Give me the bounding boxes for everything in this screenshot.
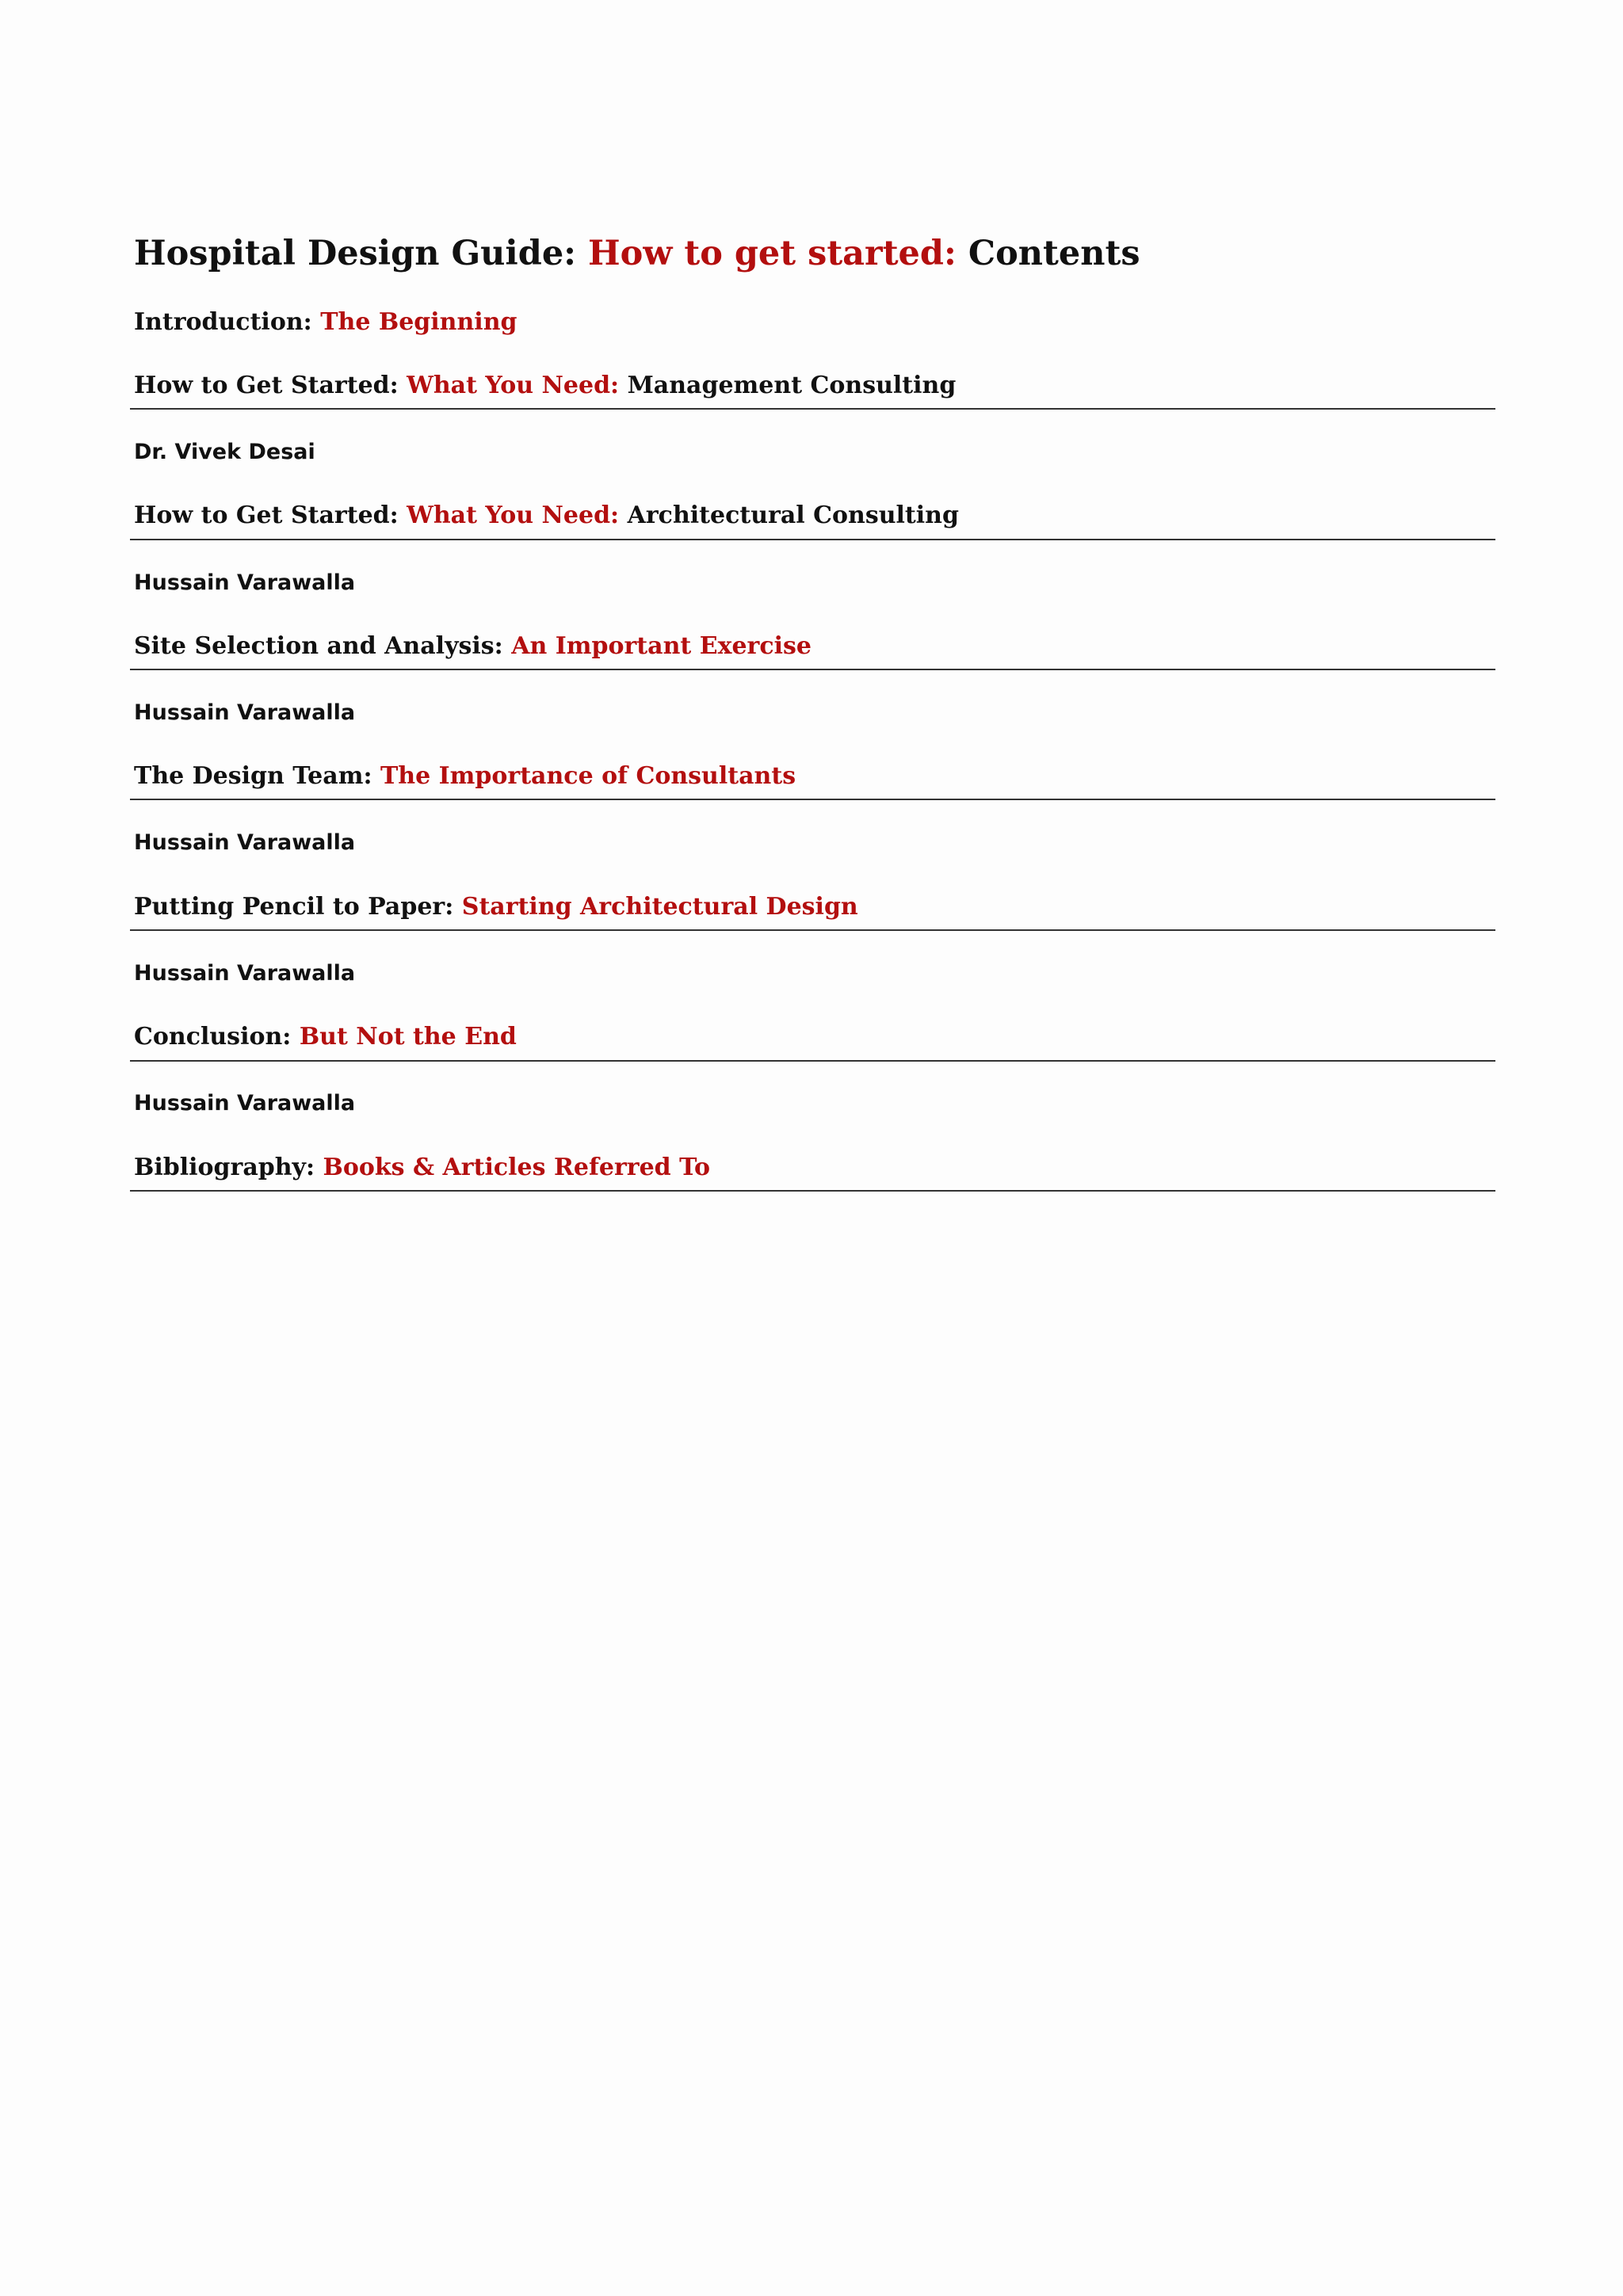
entry-label: Introduction: bbox=[134, 308, 312, 336]
entry-divider bbox=[130, 408, 1495, 410]
entry-divider bbox=[130, 669, 1495, 670]
entry-label: The Design Team: bbox=[134, 762, 372, 790]
entry-label: Conclusion: bbox=[134, 1023, 292, 1051]
entry-highlight: An Important Exercise bbox=[511, 632, 812, 660]
entry-author: Dr. Vivek Desai bbox=[134, 440, 315, 464]
entry-label: Bibliography: bbox=[134, 1154, 315, 1181]
entry-divider bbox=[130, 1060, 1495, 1062]
entry-divider bbox=[130, 799, 1495, 800]
entry-label: Site Selection and Analysis: bbox=[134, 632, 503, 660]
toc-entry-architectural-consulting bbox=[134, 498, 959, 534]
toc-entry-site-selection bbox=[134, 628, 812, 665]
entry-label: How to Get Started: bbox=[134, 372, 399, 399]
toc-entry-pencil-to-paper bbox=[134, 889, 858, 925]
entry-suffix: Management Consulting bbox=[627, 372, 957, 399]
entry-author: Hussain Varawalla bbox=[134, 570, 356, 595]
entry-divider bbox=[130, 929, 1495, 931]
toc-entry-conclusion bbox=[134, 1019, 517, 1055]
entry-highlight: But Not the End bbox=[299, 1023, 517, 1051]
entry-highlight: The Importance of Consultants bbox=[380, 762, 796, 790]
entry-highlight: What You Need: bbox=[407, 502, 620, 529]
title-part-guide: Hospital Design Guide: bbox=[134, 234, 577, 273]
entry-label: How to Get Started: bbox=[134, 502, 399, 529]
entry-author: Hussain Varawalla bbox=[134, 700, 356, 725]
toc-entry-management-consulting bbox=[134, 368, 956, 404]
entry-highlight: Books & Articles Referred To bbox=[323, 1154, 710, 1181]
entry-author: Hussain Varawalla bbox=[134, 1091, 356, 1116]
entry-highlight: Starting Architectural Design bbox=[461, 893, 858, 921]
entry-label: Putting Pencil to Paper: bbox=[134, 893, 454, 921]
title-part-get-started: How to get started: bbox=[588, 234, 957, 273]
entry-author: Hussain Varawalla bbox=[134, 961, 356, 986]
toc-entry-introduction bbox=[134, 304, 517, 341]
entry-divider bbox=[130, 1190, 1495, 1192]
title-part-contents: Contents bbox=[968, 234, 1140, 273]
toc-entry-design-team bbox=[134, 758, 796, 795]
entry-highlight: What You Need: bbox=[407, 372, 620, 399]
entry-highlight: The Beginning bbox=[320, 308, 517, 336]
contents-title bbox=[134, 228, 1140, 279]
entry-divider bbox=[130, 539, 1495, 540]
entry-author: Hussain Varawalla bbox=[134, 830, 356, 855]
entry-suffix: Architectural Consulting bbox=[627, 502, 959, 529]
toc-entry-bibliography bbox=[134, 1150, 710, 1186]
